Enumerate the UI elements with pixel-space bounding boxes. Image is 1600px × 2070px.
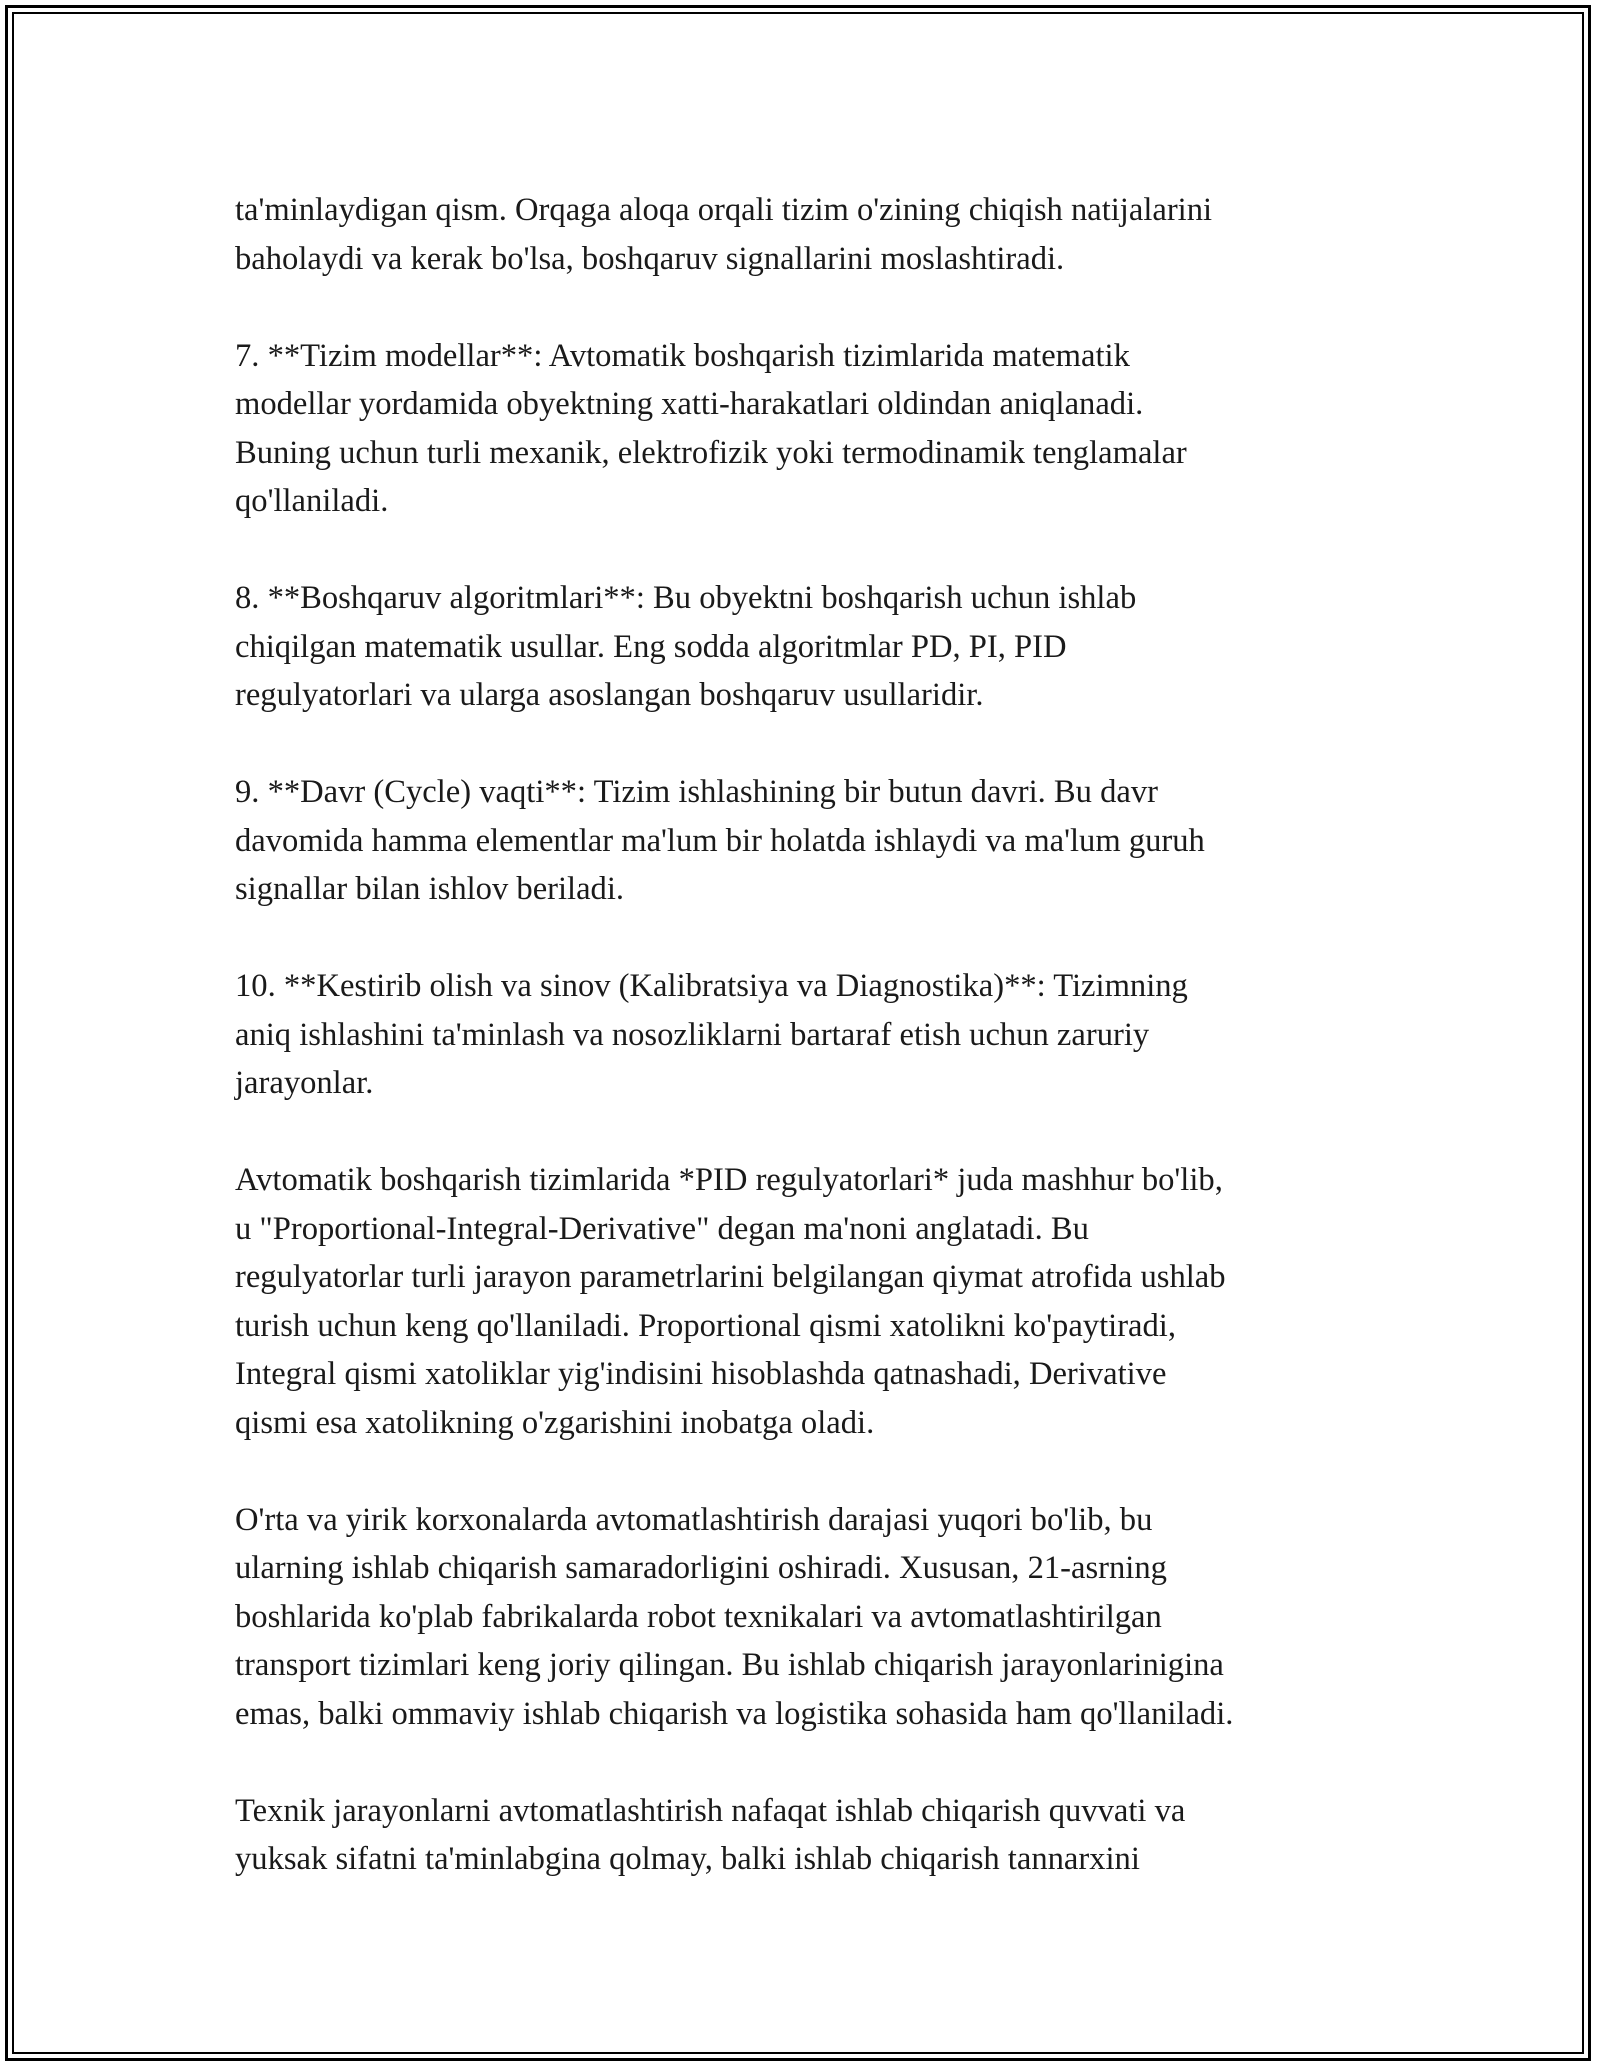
text-line: baholaydi va kerak bo'lsa, boshqaruv signallarini moslashtiradi. bbox=[235, 240, 1065, 277]
text-line: turish uchun keng qo'llaniladi. Proportional qismi xatolikni ko'paytiradi, bbox=[235, 1307, 1176, 1344]
text-line: qo'llaniladi. bbox=[235, 483, 389, 519]
text-line: regulyatorlar turli jarayon parametrlarini belgilangan qiymat atrofida ushlab bbox=[235, 1259, 1226, 1295]
paragraph bbox=[235, 1496, 1395, 1739]
text-line: Avtomatik boshqarish tizimlarida *PID regulyatorlari* juda mashhur bo'lib, bbox=[235, 1162, 1223, 1198]
paragraph bbox=[235, 186, 1395, 283]
text-line: emas, balki ommaviy ishlab chiqarish va logistika sohasida ham qo'llaniladi. bbox=[235, 1695, 1234, 1732]
text-line: u "Proportional-Integral-Derivative" degan ma'noni anglatadi. Bu bbox=[235, 1210, 1089, 1247]
text-line: 10. **Kestirib olish va sinov (Kalibratsiya va Diagnostika)**: Tizimning bbox=[235, 968, 1188, 1004]
document-body bbox=[235, 186, 1395, 1932]
paragraph bbox=[235, 1787, 1395, 1884]
text-line: aniq ishlashini ta'minlash va nosozliklarni bartaraf etish uchun zaruriy bbox=[235, 1016, 1150, 1053]
text-line: jarayonlar. bbox=[235, 1065, 374, 1101]
text-line: transport tizimlari keng joriy qilingan. Bu ishlab chiqarish jarayonlarinigina bbox=[235, 1647, 1224, 1683]
text-line: ularning ishlab chiqarish samaradorligini oshiradi. Xususan, 21-asrning bbox=[235, 1550, 1167, 1586]
text-line: O'rta va yirik korxonalarda avtomatlashtirish darajasi yuqori bo'lib, bu bbox=[235, 1501, 1153, 1538]
paragraph bbox=[235, 1156, 1395, 1447]
text-line: Buning uchun turli mexanik, elektrofizik yoki termodinamik tenglamalar bbox=[235, 434, 1187, 471]
paragraph bbox=[235, 574, 1395, 720]
text-line: regulyatorlari va ularga asoslangan boshqaruv usullaridir. bbox=[235, 677, 984, 713]
text-line: modellar yordamida obyektning xatti-harakatlari oldindan aniqlanadi. bbox=[235, 386, 1144, 422]
paragraph bbox=[235, 962, 1395, 1108]
text-line: chiqilgan matematik usullar. Eng sodda algoritmlar PD, PI, PID bbox=[235, 628, 1067, 665]
text-line: Texnik jarayonlarni avtomatlashtirish nafaqat ishlab chiqarish quvvati va bbox=[235, 1792, 1186, 1829]
text-line: 8. **Boshqaruv algoritmlari**: Bu obyektni boshqarish uchun ishlab bbox=[235, 580, 1137, 616]
text-line: qismi esa xatolikning o'zgarishini inobatga oladi. bbox=[235, 1404, 875, 1441]
paragraph bbox=[235, 768, 1395, 914]
text-line: Integral qismi xatoliklar yig'indisini hisoblashda qatnashadi, Derivative bbox=[235, 1356, 1167, 1392]
text-line: signallar bilan ishlov beriladi. bbox=[235, 871, 625, 907]
text-line: yuksak sifatni ta'minlabgina qolmay, balki ishlab chiqarish tannarxini bbox=[235, 1841, 1140, 1877]
text-line: 9. **Davr (Cycle) vaqti**: Tizim ishlashining bir butun davri. Bu davr bbox=[235, 774, 1158, 810]
text-line: ta'minlaydigan qism. Orqaga aloqa orqali tizim o'zining chiqish natijalarini bbox=[235, 192, 1213, 228]
text-line: davomida hamma elementlar ma'lum bir holatda ishlaydi va ma'lum guruh bbox=[235, 822, 1205, 859]
text-line: boshlarida ko'plab fabrikalarda robot texnikalari va avtomatlashtirilgan bbox=[235, 1598, 1162, 1635]
text-line: 7. **Tizim modellar**: Avtomatik boshqarish tizimlarida matematik bbox=[235, 337, 1130, 374]
paragraph bbox=[235, 332, 1395, 526]
